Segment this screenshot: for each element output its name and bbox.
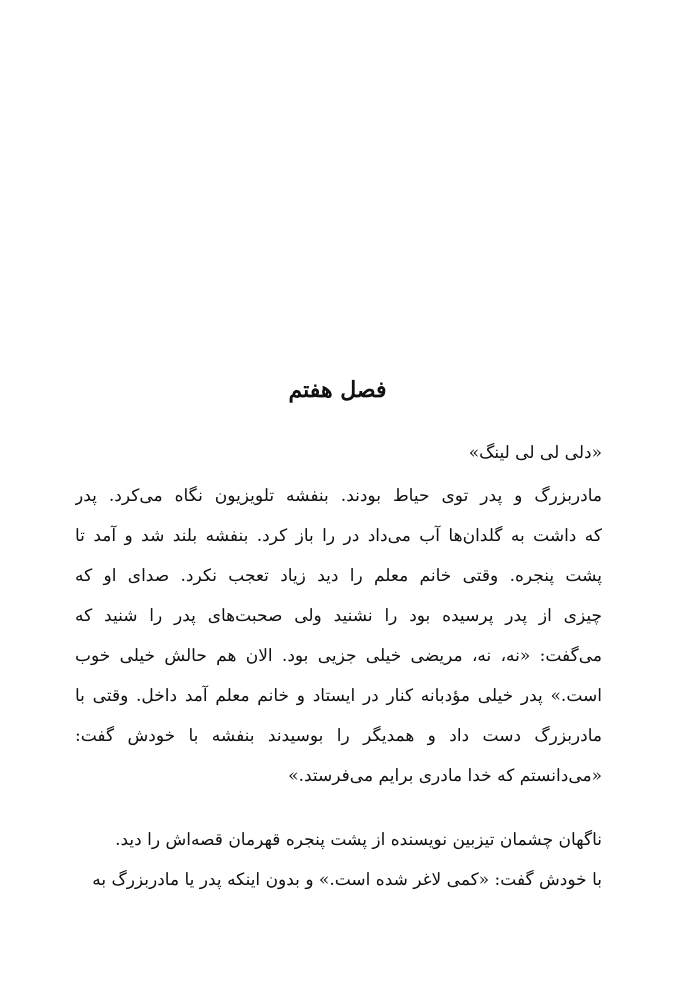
paragraph-line: «می‌دانستم که خدا مادری برایم می‌فرستد.» [288,766,602,786]
opening-quote: «دلی لی لی لینگ» [468,443,602,463]
paragraph-line: با خودش گفت: «کمی لاغر شده است.» و بدون اینکه پدر یا مادربزرگ به [92,870,602,890]
paragraph-line: است.» پدر خیلی مؤدبانه کنار در ایستاد و خانم معلم آمد داخل. وقتی با [75,686,602,706]
paragraph-line: که داشت به گلدان‌ها آب می‌داد در را باز کرد. بنفشه بلند شد و آمد تا [75,526,602,546]
paragraph-line: مادربزرگ و پدر توی حیاط بودند. بنفشه تلویزیون نگاه می‌کرد. پدر [75,486,602,506]
chapter-title: فصل هفتم [288,377,387,403]
paragraph-line: می‌گفت: «نه، نه، مریضی خیلی جزیی بود. الان هم حالش خیلی خوب [75,646,602,666]
paragraph-2 [75,820,602,900]
paragraph-1 [75,476,602,796]
paragraph-line: ناگهان چشمان تیزبین نویسنده از پشت پنجره قهرمان قصه‌اش را دید. [115,830,602,850]
paragraph-line: پشت پنجره. وقتی خانم معلم را دید زیاد تعجب نکرد. صدای او که [75,566,602,586]
paragraph-line: مادربزرگ دست داد و همدیگر را بوسیدند بنفشه با خودش گفت: [75,726,602,746]
paragraph-line: چیزی از پدر پرسیده بود را نشنید ولی صحبت‌های پدر را شنید که [75,606,602,626]
